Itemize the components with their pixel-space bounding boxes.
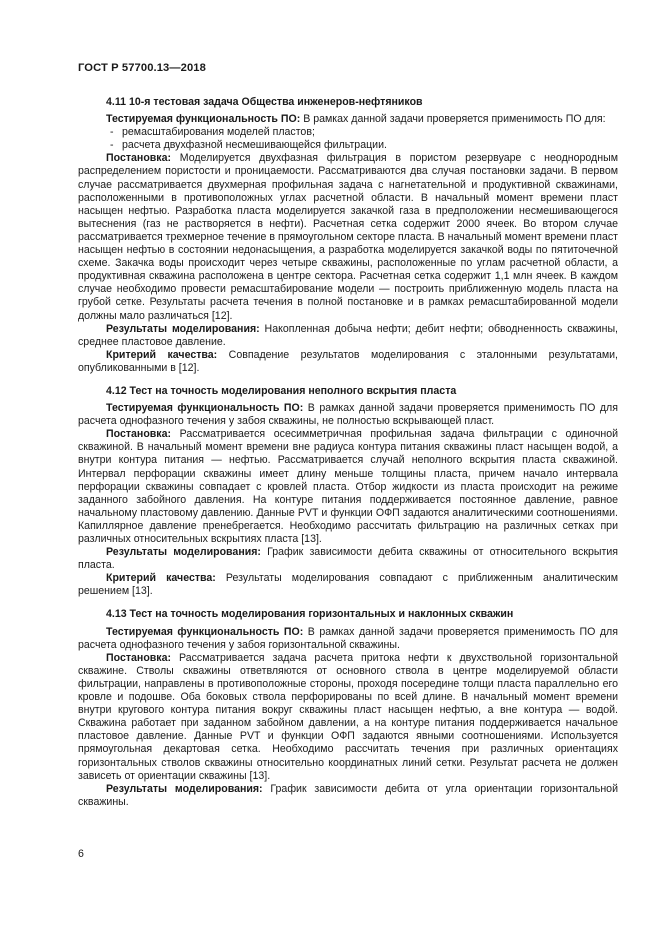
text: Рассматривается осесимметричная профильная задача фильтрации с одиночной скважиной. В начальный момент времени вне радиуса контура питания скважины пласт насыщен водой, а внутри контура питания — нефтью. Рассматривается случай неполного вскрытия пласта скважиной. Интервал перфорации скважины имеет длину меньше толщины пласта, причем начало интервала перфорации скважины совпадает с кровлей пласта. Отбор жидкости из пласта происходит на режиме заданного забойного давления. На контуре питания поддерживается постоянное давление, равное начальному пластовому давлению. Данные PVT и функции ОФП задаются аналитическими соотношениями. Капиллярное давление пренебрегается. Необходимо рассчитать фильтрацию на различных сетках при различных относительных вскрытиях пласта [13]. <box>78 428 618 545</box>
list-item: - расчета двухфазной несмешивающейся фильтрации. <box>110 139 387 152</box>
list-item: - ремасштабирования моделей пластов; <box>110 126 315 139</box>
label: Тестируемая функциональность ПО: <box>106 625 304 638</box>
text: Совпадение результатов моделирования с эталонными результатами, опубликованными в [12]. <box>78 348 618 374</box>
text: Результаты моделирования совпадают с приближенным аналитическим решением [13]. <box>78 572 618 598</box>
text: График зависимости дебита от угла ориентации горизонтальной скважины. <box>78 782 618 808</box>
section-4-11-functionality <box>78 113 618 126</box>
section-4-13-title: 4.13 Тест на точность моделирования горизонтальных и наклонных скважин <box>106 608 514 621</box>
text: Моделируется двухфазная фильтрация в пористом резервуаре с неоднородным распределением пористости и проницаемости. Рассматриваются два случая постановки задачи. В первом случае рассматривается двухмерная профильная задача с нагнетательной и продуктивной скважинами, расположенными в противоположных углах расчетной области. В начальный момент времени пласт насыщен нефтью. Разработка пласта моделируется закачкой газа в предположении несмешивающегося вытеснения (газ не растворяется в нефти). Расчетная сетка содержит 2000 ячеек. Во втором случае рассматривается трехмерное течение в прямоугольном секторе пласта. В начальный момент времени пласт насыщен нефтью в состоянии недонасыщения, а разработка моделируется закачкой воды по пятиточечной схеме. Закачка воды происходит через четыре скважины, расположенные по углам расчетной области, а продуктивная скважина расположена в центре сектора. Расчетная сетка содержит 1,1 млн ячеек. В каждом случае необходимо провести ремасштабирование модели — построить приближенную модель пласта на грубой сетке. Результаты расчета течения в полной постановке и в рамках ремасштабированной модели должны мало различаться [12]. <box>78 152 618 322</box>
label: Постановка: <box>106 152 172 165</box>
section-4-13-setup <box>78 652 618 783</box>
label: Результаты моделирования: <box>106 782 263 795</box>
document-body <box>78 96 618 809</box>
list-item-text: ремасштабирования моделей пластов; <box>122 126 315 139</box>
label: Критерий качества: <box>106 348 218 361</box>
section-4-12-functionality <box>78 402 618 428</box>
section-4-12-setup <box>78 428 618 546</box>
text: График зависимости дебита скважины от относительного вскрытия пласта. <box>78 546 618 572</box>
section-4-11-title: 4.11 10-я тестовая задача Общества инженеров-нефтяников <box>106 96 423 108</box>
label: Критерий качества: <box>106 572 216 585</box>
text: В рамках данной задачи проверяется применимость ПО для расчета однофазного течения у забоя скважины, не полностью вскрывающей пласт. <box>78 402 618 428</box>
list-item-text: расчета двухфазной несмешивающейся фильтрации. <box>122 139 387 152</box>
section-4-13-results <box>78 783 618 809</box>
document-header: ГОСТ Р 57700.13—2018 <box>78 62 206 74</box>
text: В рамках данной задачи проверяется применимость ПО для расчета однофазного течения у забоя горизонтальной скважины. <box>78 625 618 651</box>
page-number: 6 <box>78 848 84 860</box>
label: Постановка: <box>106 428 172 441</box>
label: Тестируемая функциональность ПО: <box>106 402 304 415</box>
section-4-11-quality <box>78 349 618 375</box>
section-4-13-functionality <box>78 626 618 652</box>
section-4-12-title: 4.12 Тест на точность моделирования неполного вскрытия пласта <box>106 384 457 397</box>
label: Результаты моделирования: <box>106 322 260 335</box>
text: В рамках данной задачи проверяется применимость ПО для: <box>300 113 606 126</box>
text: Накопленная добыча нефти; дебит нефти; обводненность скважины, среднее пластовое давление. <box>78 322 618 348</box>
section-4-12-quality <box>78 572 618 598</box>
label: Результаты моделирования: <box>106 546 261 559</box>
label: Тестируемая функциональность ПО: <box>106 113 301 126</box>
text: Рассматривается задача расчета притока нефти к двухствольной горизонтальной скважине. Стволы скважины ответвляются от основного ствола в центре моделируемой области фильтрации, направлены в противоположные стороны, проходя посередине толщи пласта параллельно его кровле и подошве. Оба боковых ствола перфорированы по всей длине. В начальный момент времени внутри кругового контура питания вокруг скважины пласт насыщен нефтью, а вне контура — водой. Скважина работает при заданном забойном давлении, а на контуре питания поддерживается начальное пластовое давление. Данные PVT и функции ОФП задаются явными соотношениями. Используется прямоугольная декартовая сетка. Необходимо рассчитать течения при различных ориентациях горизонтальных стволов скважины относительно координатных линий сетки. Результат расчета не должен зависеть от ориентации скважины [13]. <box>78 651 618 782</box>
section-4-11-setup <box>78 152 618 322</box>
section-4-11-results <box>78 323 618 349</box>
section-4-12-results <box>78 546 618 572</box>
label: Постановка: <box>106 651 172 664</box>
